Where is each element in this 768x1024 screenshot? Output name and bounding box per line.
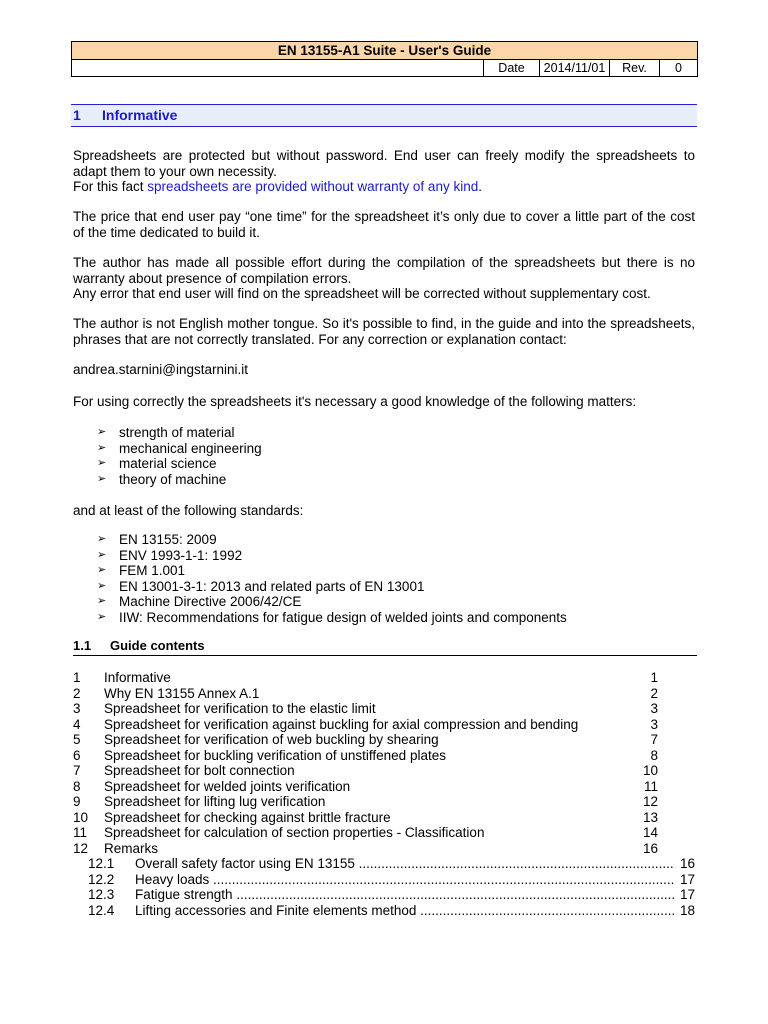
toc-page: 2 [650,685,658,701]
list-item-text: Machine Directive 2006/42/CE [119,594,302,609]
toc-number: 7 [73,763,81,778]
toc-title: Spreadsheet for bolt connection [104,763,295,778]
list-item-text: ENV 1993-1-1: 1992 [119,547,243,563]
list-item [97,441,262,457]
list-item-text: EN 13155: 2009 [119,532,217,547]
subsection-number: 1.1 [73,638,92,653]
contact-email[interactable]: andrea.starnini@ingstarnini.it [73,362,249,377]
toc-title: Overall safety factor using EN 13155 ..... [135,856,675,872]
header-table [71,41,698,77]
list-item-text: strength of material [119,425,235,440]
toc-number: 9 [73,794,81,809]
section-heading-informative [71,104,697,127]
toc-page: 3 [650,716,658,732]
date-value: 2014/11/01 [540,60,610,77]
document-title: EN 13155-A1 Suite - User's Guide [72,42,698,60]
toc-title: Lifting accessories and Finite elements method ..... [135,903,675,919]
document-header [71,41,697,76]
toc-page: 16 [679,856,695,871]
list-item [97,579,567,595]
paragraph-text: Spreadsheets are protected but without password. End user can freely modify the spreadsheets to adapt them to your own necessity. [73,148,695,179]
toc-entry[interactable] [73,779,695,795]
list-item [97,563,567,579]
toc-sub-entry[interactable] [73,872,695,888]
paragraph-knowledge: For using correctly the spreadsheets it's necessary a good knowledge of the following matters: [73,394,637,409]
toc-number: 12.2 [88,871,115,887]
toc-entry[interactable] [73,748,695,764]
list-item [97,425,262,441]
toc-title: Spreadsheet for calculation of section properties - Classification [104,825,485,840]
subsection-heading-guide-contents [73,638,697,656]
toc-sub-entry[interactable] [73,856,695,872]
arrow-bullet-icon: ➢ [97,595,107,607]
toc-number: 8 [73,778,81,794]
toc-number: 3 [73,701,81,716]
toc-title: Spreadsheet for lifting lug verification [104,794,326,809]
toc-number: 12 [73,840,89,856]
matters-list [97,425,262,487]
paragraph-text: The author has made all possible effort during the compilation of the spreadsheets but there is no warranty about presence of compilation errors. [73,255,695,286]
section-number: 1 [73,107,81,123]
standards-list [97,532,567,625]
arrow-bullet-icon: ➢ [97,548,107,561]
subsection-title: Guide contents [110,638,205,653]
paragraph-price: The price that end user pay “one time” for the spreadsheet it’s only due to cover a little part of the cost of the time dedicated to build it. [73,209,695,240]
toc-title: Why EN 13155 Annex A.1 [104,685,260,701]
toc-entry[interactable] [73,717,695,733]
toc-sub-entry[interactable] [73,903,695,919]
toc-page: 8 [650,747,658,763]
toc-title: Heavy loads ..... [135,872,675,888]
toc-title: Spreadsheet for checking against brittle fracture [104,809,391,825]
date-label: Date [484,60,540,77]
rev-label: Rev. [610,60,660,77]
toc-title: Spreadsheet for verification against buckling for axial compression and bending [104,716,579,732]
toc-page: 11 [643,778,658,794]
toc-entry[interactable] [73,794,695,810]
list-item-text: FEM 1.001 [119,563,186,578]
list-item-text: mechanical engineering [119,440,262,456]
toc-title: Spreadsheet for welded joints verification [104,778,351,794]
toc-page: 1 [650,670,658,685]
toc-page: 3 [650,701,658,716]
toc-page: 17 [679,871,695,887]
toc-page: 14 [642,825,658,840]
list-item [97,532,567,548]
toc-entry[interactable] [73,732,695,748]
toc-entry[interactable] [73,670,695,686]
toc-page: 7 [650,732,658,747]
toc-number: 1 [73,670,81,685]
list-item-text: EN 13001-3-1: 2013 and related parts of EN 13001 [119,578,425,594]
header-blank-cell [72,60,484,77]
toc-number: 12.3 [88,887,115,902]
warranty-highlight: spreadsheets are provided without warranty of any kind [147,179,479,194]
toc-title: Informative [104,670,171,685]
toc-title: Fatigue strength ..... [135,887,675,903]
table-of-contents [73,670,695,918]
arrow-bullet-icon: ➢ [97,441,107,454]
toc-number: 2 [73,685,81,701]
list-item-text: theory of machine [119,471,227,487]
rev-value: 0 [660,60,698,77]
toc-sub-entry[interactable] [73,887,695,903]
toc-page: 16 [642,840,658,856]
toc-title: Spreadsheet for verification of web buckling by shearing [104,732,439,747]
toc-page: 17 [679,887,695,902]
paragraph-warranty [73,179,695,195]
toc-title: Remarks [104,840,159,856]
list-item-text: IIW: Recommendations for fatigue design of welded joints and components [119,609,567,625]
toc-entry[interactable] [73,825,695,841]
paragraph-language: The author is not English mother tongue. So it's possible to find, in the guide and into the spreadsheets, phrases that are not correctly translated. For any correction or explanation contact: [73,316,695,347]
toc-number: 4 [73,716,81,732]
section-title: Informative [102,107,178,123]
toc-page: 12 [642,794,658,809]
toc-entry[interactable] [73,841,695,857]
list-item [97,610,567,626]
paragraph-protection [73,148,695,195]
toc-number: 12.1 [88,856,115,871]
toc-number: 11 [73,825,88,840]
toc-entry[interactable] [73,763,695,779]
paragraph-standards: and at least of the following standards: [73,503,304,518]
arrow-bullet-icon: ➢ [97,533,107,545]
toc-number: 10 [73,809,89,825]
list-item-text: material science [119,456,217,471]
toc-number: 5 [73,732,81,747]
arrow-bullet-icon: ➢ [97,472,107,485]
arrow-bullet-icon: ➢ [97,457,107,469]
toc-entry[interactable] [73,810,695,826]
list-item [97,472,262,488]
arrow-bullet-icon: ➢ [97,610,107,623]
toc-page: 13 [642,809,658,825]
text-span: . [478,179,482,194]
text-span: For this fact [73,179,148,194]
toc-number: 12.4 [88,902,115,918]
paragraph-errors [73,255,695,302]
toc-page: 10 [642,763,658,778]
toc-title: Spreadsheet for buckling verification of unstiffened plates [104,747,446,763]
list-item [97,456,262,472]
list-item [97,594,567,610]
arrow-bullet-icon: ➢ [97,564,107,576]
list-item [97,548,567,564]
toc-entry[interactable] [73,686,695,702]
arrow-bullet-icon: ➢ [97,426,107,438]
paragraph-text: Any error that end user will find on the spreadsheet will be corrected without supplementary cost. [73,286,651,301]
toc-entry[interactable] [73,701,695,717]
arrow-bullet-icon: ➢ [97,579,107,592]
toc-title: Spreadsheet for verification to the elastic limit [104,701,376,716]
toc-page: 18 [679,902,695,918]
toc-number: 6 [73,747,81,763]
